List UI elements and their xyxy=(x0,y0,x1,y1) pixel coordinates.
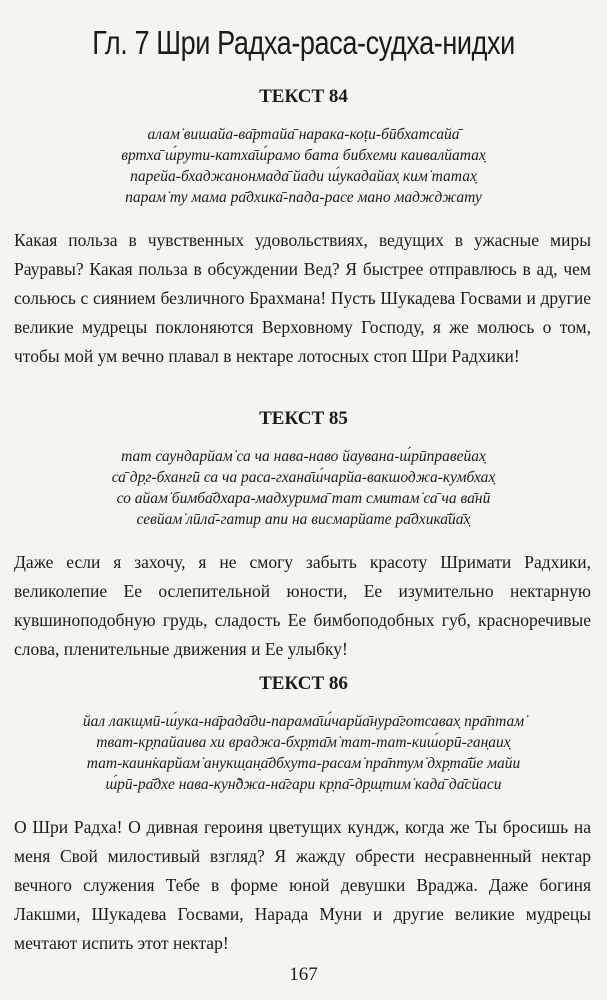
verse-line: тват-кр̣пайаива хи враджа-бхр̣та̄м̇ тат-тат-киш́орӣ-ган̣аих̣ xyxy=(96,734,511,751)
translation-paragraph: Какая польза в чувственных удовольствиях, ведущих в ужасные миры Рауравы? Какая польза в обсуждении Вед? Я быстрее отправлюсь в ад, чем сольюсь с сиянием безличного Брахмана! Пусть Шукадева Госвами и другие великие мудрецы поклоняются Верховному Господу, я же молюсь о том, чтобы мой ум вечно плавал в нектаре лотосных стоп Шри Радхики! xyxy=(14,230,591,366)
text-section-85 xyxy=(0,408,607,664)
verse-line: вртха̄ ш́рути-катха̄ш́рамо бата бибхеми каивалйатах̣ xyxy=(121,147,486,164)
verse-line: севйам̇ лӣла̄-гатир апи на висмарйате ра̄дхика̄йа̄х̣ xyxy=(136,511,471,528)
translation xyxy=(14,226,591,371)
page-number: 167 xyxy=(289,964,318,985)
verse-line: тат саундарйам̇ са ча нава-наво йаувана-ш́рӣправейах̣ xyxy=(121,448,486,465)
sanskrit-verse xyxy=(0,446,607,530)
verse-line: тат-каин̇карйам̇ анукш̣ан̣а̄дбхута-расам̇ пра̄птум̇ дхр̣та̄йе майи xyxy=(86,755,521,772)
verse-line: йал лакш̣мӣ-ш́ука-на̄рада̄ди-парама̄ш́чарйа̄нура̄готсавах̣ пра̄птам̇ xyxy=(82,713,525,730)
translation-paragraph: Даже если я захочу, я не смогу забыть красоту Шримати Радхики, великолепие Ее ослепительной юности, Ее изумительно нектарную кувшиноподобную грудь, сладость Ее бимбоподобных губ, красноречивые слова, пленительные движения и Ее улыбку! xyxy=(14,552,591,659)
verse-line: алам̇ вишайа-ва̄ртайа̄ нарака-коṭи-бӣбхатсайа̄ xyxy=(147,126,460,143)
verse-line: парам̇ ту мама ра̄дхика̄-пада-расе мано маджджату xyxy=(125,189,482,206)
sanskrit-verse xyxy=(0,711,607,795)
verse-line: ш́рӣ-ра̄дхе нава-кун̃джа-на̄гари кр̣па̄-др̣ш̣тим̇ када̄ да̄сйаси xyxy=(105,776,502,793)
translation xyxy=(14,548,591,664)
text-section-84 xyxy=(0,86,607,371)
verse-line: парейа-бхаджанонмада̄ йади ш́укадайах̣ ким̇ татах̣ xyxy=(130,168,477,185)
translation-paragraph: О Шри Радха! О дивная героиня цветущих кундж, когда же Ты бросишь на меня Свой милостивый взгляд? Я жажду обрести несравненный нектар вечного служения Тебе в форме юной девушки Враджа. Даже богиня Лакшми, Шукадева Госвами, Нарада Муни и другие великие мудрецы мечтают испить этот нектар! xyxy=(14,817,591,953)
text-heading: ТЕКСТ 86 xyxy=(259,673,348,694)
sanskrit-verse xyxy=(0,124,607,208)
chapter-title: Гл. 7 Шри Радха-раса-судха-нидхи xyxy=(92,24,515,61)
verse-line: са̄ др̣г-бханг̇ӣ са ча раса-гхана̄ш́чарйа-вакшоджа-кумбхах̣ xyxy=(111,469,496,486)
text-heading: ТЕКСТ 84 xyxy=(259,86,348,107)
verse-line: со айам̇ бимба̄дхара-мадхурима̄ тат смитам̇ са̄ ча ва̄н̇ӣ xyxy=(116,490,491,507)
translation xyxy=(14,813,591,958)
text-section-86 xyxy=(0,673,607,958)
text-heading: ТЕКСТ 85 xyxy=(259,408,348,429)
